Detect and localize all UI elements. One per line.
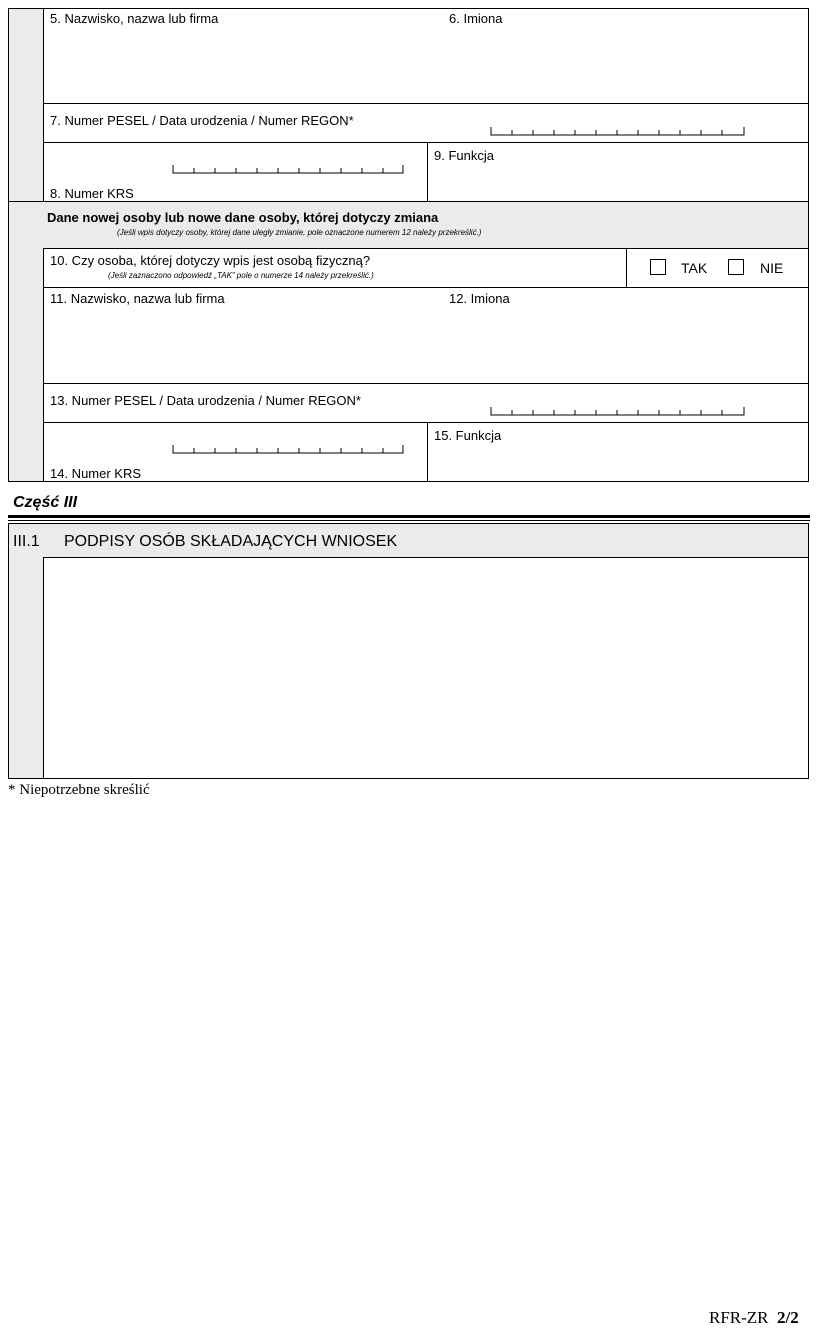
divider	[43, 422, 809, 423]
part-3-rule-thin	[8, 520, 810, 521]
divider	[626, 248, 627, 288]
option-no-label: NIE	[760, 260, 784, 276]
field-11-label: 11. Nazwisko, nazwa lub firma	[50, 291, 225, 306]
divider	[43, 383, 809, 384]
checkbox-no[interactable]	[728, 259, 744, 275]
divider	[43, 103, 809, 104]
field-15-label: 15. Funkcja	[434, 428, 502, 443]
page-number: 2/2	[777, 1308, 799, 1327]
part-3-rule	[8, 515, 810, 518]
divider	[43, 142, 809, 143]
field-12-label: 12. Imiona	[449, 291, 510, 306]
field-6-label: 6. Imiona	[449, 11, 503, 26]
field-9-function-input[interactable]	[428, 166, 808, 201]
form-code	[709, 1308, 799, 1327]
field-8-label: 8. Numer KRS	[50, 186, 134, 201]
field-14-krs-boxes[interactable]	[172, 444, 406, 453]
form-code-text: RFR-ZR	[709, 1308, 769, 1327]
field-9-label: 9. Funkcja	[434, 148, 494, 163]
part-3-title: Część III	[13, 494, 78, 511]
section-heading-note: (Jeśli wpis dotyczy osoby, której dane uległy zmianie, pole oznaczone numerem 12 należy przekreślić.)	[117, 228, 482, 237]
field-7-pesel-boxes[interactable]	[490, 126, 746, 135]
field-10-note: (Jeśli zaznaczono odpowiedź „TAK” pole o numerze 14 należy przekreślić.)	[108, 271, 374, 280]
section-heading: Dane nowej osoby lub nowe dane osoby, której dotyczy zmiana	[47, 210, 439, 225]
field-7-label: 7. Numer PESEL / Data urodzenia / Numer REGON*	[50, 113, 354, 128]
field-14-label: 14. Numer KRS	[50, 466, 142, 481]
field-13-label: 13. Numer PESEL / Data urodzenia / Numer REGON*	[50, 393, 361, 408]
field-5-label: 5. Nazwisko, nazwa lub firma	[50, 11, 219, 26]
divider	[43, 248, 809, 249]
divider	[8, 201, 809, 202]
field-10-label: 10. Czy osoba, której dotyczy wpis jest osobą fizyczną?	[50, 253, 371, 268]
checkbox-yes[interactable]	[650, 259, 666, 275]
footnote: * Niepotrzebne skreślić	[8, 782, 150, 798]
field-8-krs-boxes[interactable]	[172, 164, 406, 173]
section-3-1-number: III.1	[13, 533, 40, 550]
section-3-1-title: PODPISY OSÓB SKŁADAJĄCYCH WNIOSEK	[64, 533, 398, 550]
option-yes-label: TAK	[681, 260, 708, 276]
signatures-area[interactable]	[44, 558, 808, 778]
field-15-function-input[interactable]	[428, 446, 808, 481]
field-13-pesel-boxes[interactable]	[490, 406, 746, 415]
